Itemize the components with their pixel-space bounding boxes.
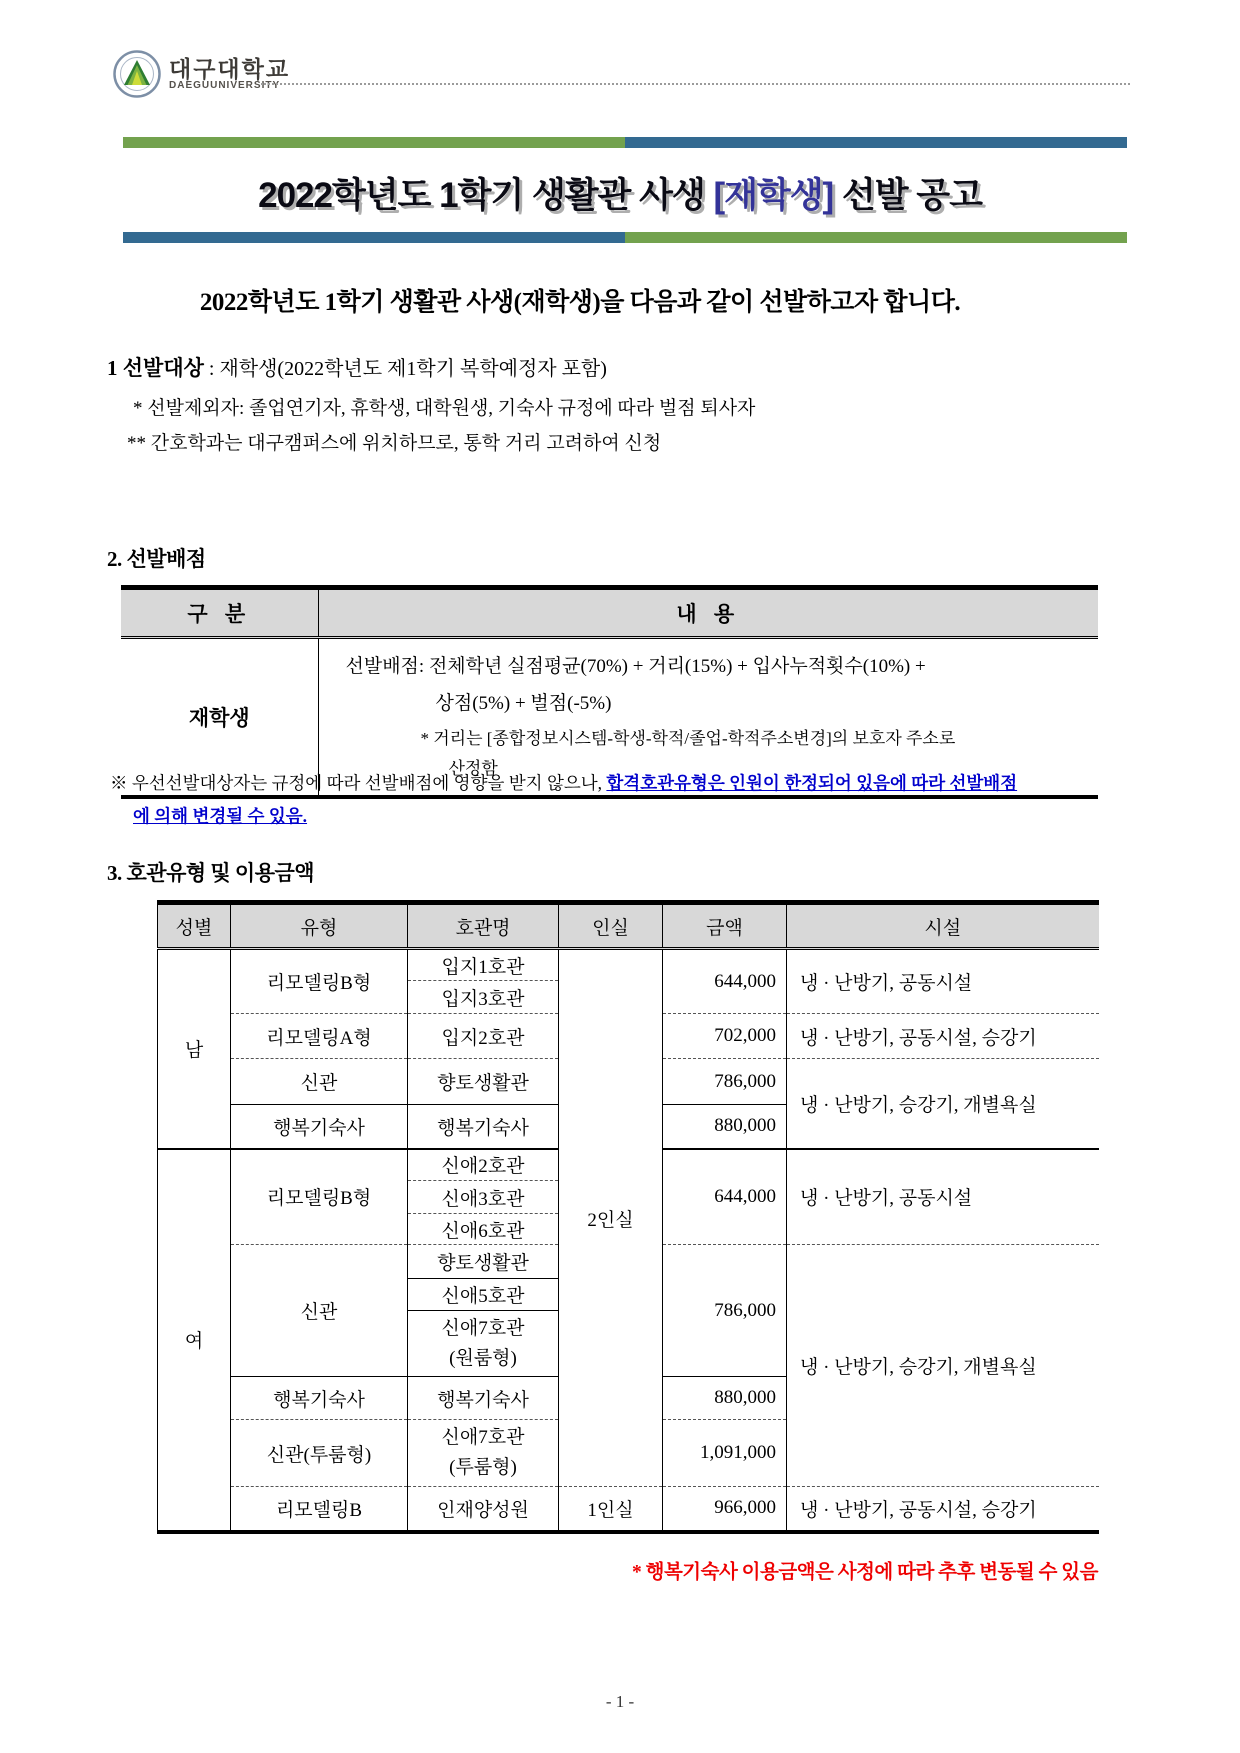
facility-cell: 냉 · 난방기, 승강기, 개별욕실 bbox=[787, 1245, 1099, 1487]
table-header-row bbox=[121, 588, 1098, 638]
section2-note-link-part2[interactable]: 에 의해 변경될 수 있음. bbox=[133, 806, 308, 826]
column-header-type: 유형 bbox=[231, 903, 408, 949]
column-header-content: 내 용 bbox=[318, 588, 1098, 638]
distance-note-line1: * 거리는 [종합정보시스템-학생-학적/졸업-학적주소변경]의 보호자 주소로 bbox=[420, 729, 956, 748]
distance-note-line2: 산정함 bbox=[448, 759, 498, 778]
section2-note-link-part1[interactable]: 합격호관유형은 인원이 한정되어 있음에 따라 선발배점 bbox=[606, 773, 1018, 793]
column-header-gender: 성별 bbox=[158, 903, 231, 949]
facility-cell: 냉 · 난방기, 공동시설, 승강기 bbox=[787, 1487, 1099, 1532]
section2-note-line1 bbox=[110, 767, 1110, 800]
type-cell: 리모델링B형 bbox=[231, 949, 408, 1014]
hall-cell: 신애5호관 bbox=[408, 1279, 559, 1311]
hall-fees-table bbox=[157, 900, 1099, 1534]
hall-cell: 입지3호관 bbox=[408, 981, 559, 1014]
section2-heading: 2. 선발배점 bbox=[107, 547, 206, 571]
intro-sentence: 2022학년도 1학기 생활관 사생(재학생)을 다음과 같이 선발하고자 합니다. bbox=[199, 289, 961, 316]
hall-cell: 입지1호관 bbox=[408, 949, 559, 981]
university-name-korean: 대구대학교 bbox=[169, 55, 291, 82]
price-cell: 880,000 bbox=[663, 1377, 787, 1420]
hall-name-line2: (원룸형) bbox=[449, 1347, 517, 1369]
university-emblem-icon bbox=[113, 50, 161, 98]
column-header-hall-name: 호관명 bbox=[408, 903, 559, 949]
type-cell: 신관 bbox=[231, 1245, 408, 1377]
page-title-highlight: [재학생] bbox=[713, 176, 834, 215]
occupancy-cell-double: 2인실 bbox=[559, 949, 663, 1487]
type-cell: 리모델링B형 bbox=[231, 1149, 408, 1245]
section1-heading-number: 1 선발대상 bbox=[107, 356, 204, 380]
banner-bar-bottom bbox=[123, 232, 1127, 243]
price-cell: 644,000 bbox=[663, 949, 787, 1014]
page-title-suffix: 선발 공고 bbox=[833, 176, 982, 215]
facility-cell: 냉 · 난방기, 승강기, 개별욕실 bbox=[787, 1059, 1099, 1149]
university-name-english: DAEGUUNIVERSITY bbox=[169, 79, 281, 91]
facility-cell: 냉 · 난방기, 공동시설, 승강기 bbox=[787, 1014, 1099, 1059]
price-cell: 966,000 bbox=[663, 1487, 787, 1532]
banner-bar-green-segment bbox=[625, 232, 1127, 243]
facility-cell: 냉 · 난방기, 공동시설 bbox=[787, 1149, 1099, 1245]
banner-bar-blue-segment bbox=[625, 137, 1127, 148]
hall-name-line2: (투룸형) bbox=[449, 1457, 517, 1478]
table-row bbox=[158, 949, 1099, 981]
gender-cell-female: 여 bbox=[158, 1149, 231, 1532]
hall-name-line1: 신애7호관 bbox=[441, 1427, 525, 1448]
points-formula-line1: 선발배점: 전체학년 실점평균(70%) + 거리(15%) + 입사누적횟수(10%) + bbox=[345, 656, 926, 677]
banner-bar-green-segment bbox=[123, 137, 625, 148]
price-cell: 702,000 bbox=[663, 1014, 787, 1059]
page-title bbox=[0, 168, 1240, 218]
page-number: - 1 - bbox=[605, 1692, 635, 1711]
type-cell: 행복기숙사 bbox=[231, 1105, 408, 1149]
section2-note bbox=[110, 767, 1110, 833]
section1-heading-rest: : 재학생(2022학년도 제1학기 복학예정자 포함) bbox=[203, 358, 607, 380]
hall-cell: 입지2호관 bbox=[408, 1014, 559, 1059]
hall-name-line1: 신애7호관 bbox=[441, 1317, 525, 1339]
happy-dorm-fee-note: * 행복기숙사 이용금액은 사정에 따라 추후 변동될 수 있음 bbox=[631, 1562, 1098, 1583]
price-cell: 786,000 bbox=[663, 1245, 787, 1377]
section3-heading: 3. 호관유형 및 이용금액 bbox=[107, 861, 315, 885]
column-header-category: 구 분 bbox=[121, 588, 318, 638]
hall-cell: 신애6호관 bbox=[408, 1214, 559, 1245]
hall-cell bbox=[408, 1420, 559, 1487]
banner-bar-blue-segment bbox=[123, 232, 625, 243]
banner-bar-top bbox=[123, 137, 1127, 148]
column-header-facility: 시설 bbox=[787, 903, 1099, 949]
page-header bbox=[113, 50, 1130, 110]
page-title-prefix: 2022학년도 1학기 생활관 사생 bbox=[258, 176, 714, 215]
gender-cell-male: 남 bbox=[158, 949, 231, 1149]
section1-heading bbox=[107, 352, 607, 382]
hall-cell: 행복기숙사 bbox=[408, 1105, 559, 1149]
row-label-enrolled-student: 재학생 bbox=[188, 706, 250, 730]
section2-note-line2 bbox=[110, 800, 1110, 833]
price-cell: 1,091,000 bbox=[663, 1420, 787, 1487]
column-header-occupancy: 인실 bbox=[559, 903, 663, 949]
points-formula-line2: 상점(5%) + 벌점(-5%) bbox=[435, 693, 612, 714]
price-cell: 880,000 bbox=[663, 1105, 787, 1149]
hall-cell: 행복기숙사 bbox=[408, 1377, 559, 1420]
university-logo bbox=[113, 50, 1130, 98]
hall-cell bbox=[408, 1311, 559, 1377]
hall-cell: 인재양성원 bbox=[408, 1487, 559, 1532]
section1-note2: ** 간호학과는 대구캠퍼스에 위치하므로, 통학 거리 고려하여 신청 bbox=[127, 433, 662, 454]
section2-note-prefix: ※ 우선선발대상자는 규정에 따라 선발배점에 영향을 받지 않으나, bbox=[110, 773, 607, 793]
hall-cell: 향토생활관 bbox=[408, 1059, 559, 1105]
hall-cell: 신애2호관 bbox=[408, 1149, 559, 1181]
hall-cell: 향토생활관 bbox=[408, 1245, 559, 1279]
university-logo-text bbox=[169, 57, 290, 92]
facility-cell: 냉 · 난방기, 공동시설 bbox=[787, 949, 1099, 1014]
type-cell: 리모델링B bbox=[231, 1487, 408, 1532]
section1-note1: * 선발제외자: 졸업연기자, 휴학생, 대학원생, 기숙사 규정에 따라 벌점 퇴사자 bbox=[133, 398, 756, 419]
column-header-price: 금액 bbox=[663, 903, 787, 949]
table-header-row bbox=[158, 903, 1099, 949]
type-cell: 리모델링A형 bbox=[231, 1014, 408, 1059]
price-cell: 786,000 bbox=[663, 1059, 787, 1105]
type-cell: 신관(투룸형) bbox=[231, 1420, 408, 1487]
hall-cell: 신애3호관 bbox=[408, 1181, 559, 1214]
price-cell: 644,000 bbox=[663, 1149, 787, 1245]
occupancy-cell-single: 1인실 bbox=[559, 1487, 663, 1532]
type-cell: 행복기숙사 bbox=[231, 1377, 408, 1420]
type-cell: 신관 bbox=[231, 1059, 408, 1105]
table-row bbox=[158, 1487, 1099, 1532]
header-divider bbox=[261, 83, 1130, 85]
